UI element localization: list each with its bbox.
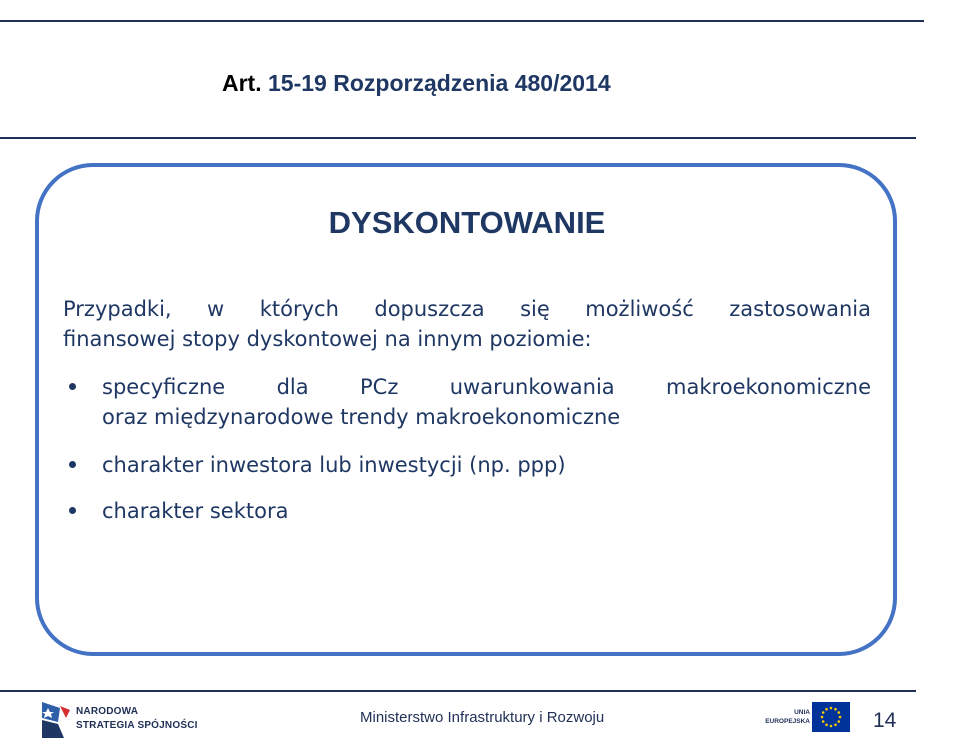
eu-star bbox=[822, 711, 825, 714]
eu-star bbox=[837, 711, 840, 714]
bullet-3: charakter sektora bbox=[102, 499, 289, 523]
ministry-name: Ministerstwo Infrastruktury i Rozwoju bbox=[360, 709, 605, 726]
section-heading: DYSKONTOWANIE bbox=[328, 205, 606, 240]
top-rule bbox=[0, 20, 924, 22]
eu-star bbox=[834, 708, 837, 711]
nss-logo-line-2: STRATEGIA SPÓJNOŚCI bbox=[76, 720, 198, 731]
slide-title bbox=[222, 70, 611, 97]
eu-label-line-1: UNIA bbox=[794, 709, 810, 716]
eu-label-line-2: EUROPEJSKA bbox=[765, 718, 810, 725]
intro-line-1: Przypadki, w których dopuszcza się możliwość zastosowania bbox=[63, 297, 871, 321]
bullet-1-line-2: oraz międzynarodowe trendy makroekonomiczne bbox=[102, 405, 621, 429]
bullet-2: charakter inwestora lub inwestycji (np. ppp) bbox=[102, 453, 566, 477]
nss-logo-line-1: NARODOWA bbox=[76, 706, 139, 717]
eu-star bbox=[822, 720, 825, 723]
title-prefix: Art. bbox=[222, 70, 262, 96]
eu-star bbox=[837, 720, 840, 723]
eu-star bbox=[839, 716, 842, 719]
page-number: 14 bbox=[873, 709, 897, 732]
bullet-icon bbox=[69, 383, 76, 390]
intro-line-2: finansowej stopy dyskontowej na innym poziomie: bbox=[63, 327, 592, 351]
eu-star bbox=[825, 723, 828, 726]
footer-rule bbox=[0, 690, 916, 692]
eu-star bbox=[834, 723, 837, 726]
eu-star bbox=[825, 708, 828, 711]
eu-star bbox=[830, 725, 833, 728]
bullet-icon bbox=[69, 461, 76, 468]
bullet-icon bbox=[69, 507, 76, 514]
eu-star bbox=[830, 707, 833, 710]
eu-star bbox=[821, 716, 824, 719]
eu-flag-icon bbox=[812, 702, 850, 732]
title-underline bbox=[0, 137, 916, 139]
eu-label bbox=[760, 708, 810, 726]
title-text: 15-19 Rozporządzenia 480/2014 bbox=[268, 70, 611, 96]
nss-logo-icon bbox=[38, 700, 72, 740]
bullet-1-line-1: specyficzne dla PCz uwarunkowania makroekonomiczne bbox=[102, 375, 871, 399]
